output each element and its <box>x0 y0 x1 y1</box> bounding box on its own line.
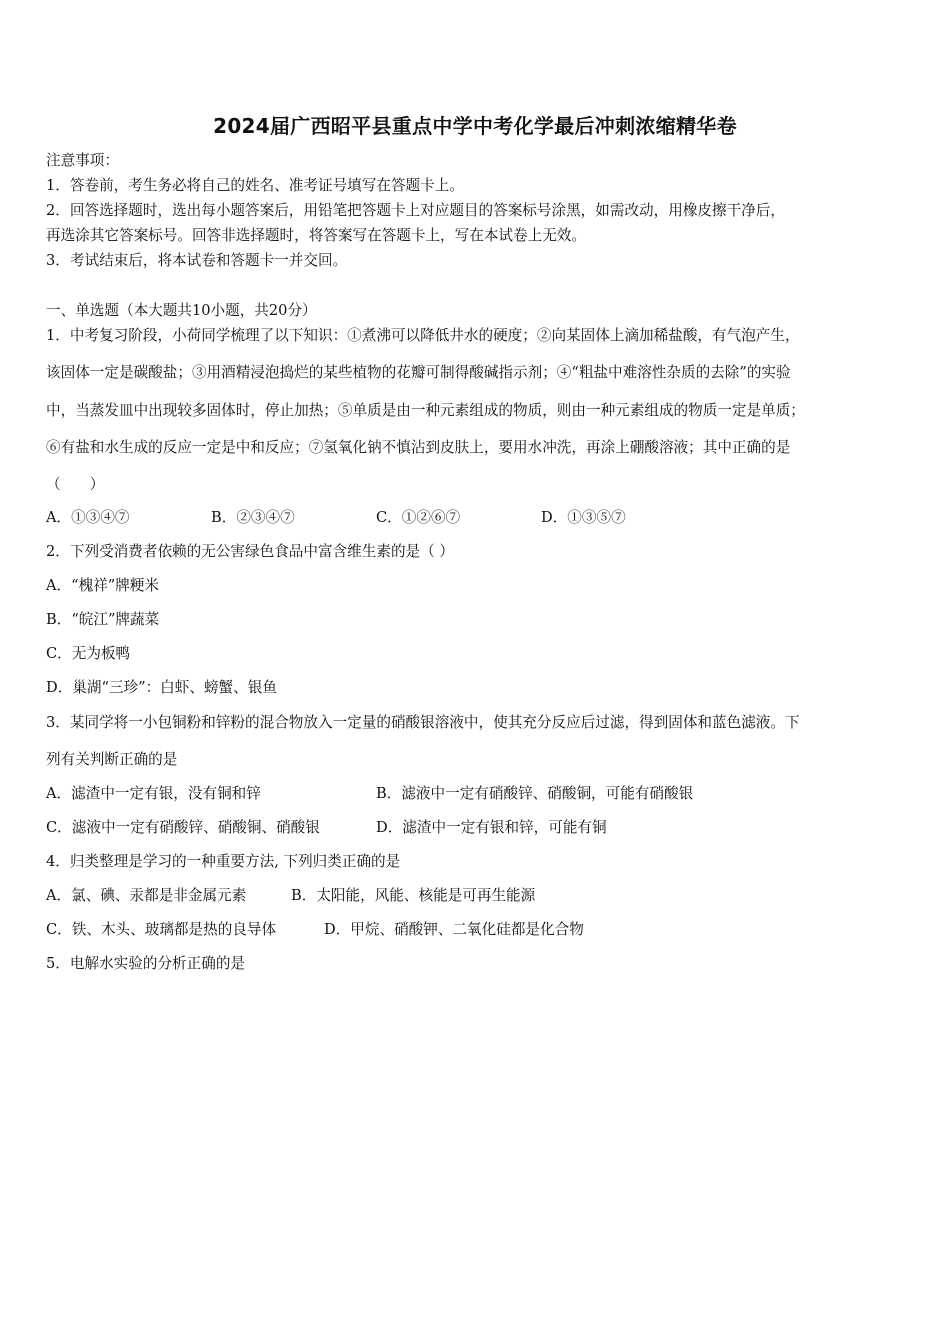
q1-option-a[interactable]: A．①③④⑦ <box>46 509 130 526</box>
q1-option-b[interactable]: B．②③④⑦ <box>211 509 295 526</box>
notice-item-2-cont: 再选涂其它答案标号。回答非选择题时，将答案写在答题卡上，写在本试卷上无效。 <box>46 227 586 244</box>
q4-option-b[interactable]: B．太阳能，风能、核能是可再生能源 <box>291 887 536 904</box>
q1-stem-line-5: （ ） <box>46 476 105 493</box>
q4-option-a[interactable]: A．氯、碘、汞都是非金属元素 <box>46 887 247 904</box>
q1-stem-line-4: ⑥有盐和水生成的反应一定是中和反应；⑦氢氧化钠不慎沾到皮肤上，要用水冲洗，再涂上硼酸溶液；其中正确的是 <box>46 439 791 456</box>
q2-option-c[interactable]: C．无为板鸭 <box>46 645 131 662</box>
notice-heading: 注意事项： <box>46 152 119 169</box>
q4-option-d[interactable]: D．甲烷、硝酸钾、二氧化硅都是化合物 <box>324 921 584 938</box>
q3-stem-line-2: 列有关判断正确的是 <box>46 751 178 768</box>
q1-option-c[interactable]: C．①②⑥⑦ <box>376 509 461 526</box>
notice-item-3: 3．考试结束后，将本试卷和答题卡一并交回。 <box>46 252 348 269</box>
q1-stem-line-1: 1．中考复习阶段，小荷同学梳理了以下知识：①煮沸可以降低井水的硬度；②向某固体上滴加稀盐酸，有气泡产生， <box>46 327 800 344</box>
section-heading: 一、单选题（本大题共10小题，共20分） <box>46 302 317 319</box>
q1-stem-line-3: 中，当蒸发皿中出现较多固体时，停止加热；⑤单质是由一种元素组成的物质，则由一种元素组成的物质一定是单质； <box>46 402 805 419</box>
q1-stem-line-2: 该固体一定是碳酸盐；③用酒精浸泡捣烂的某些植物的花瓣可制得酸碱指示剂；④“粗盐中难溶性杂质的去除”的实验 <box>46 364 791 381</box>
exam-title: 2024届广西昭平县重点中学中考化学最后冲刺浓缩精华卷 <box>213 114 737 138</box>
q4-stem: 4．归类整理是学习的一种重要方法, 下列归类正确的是 <box>46 853 401 870</box>
q3-option-a[interactable]: A．滤渣中一定有银，没有铜和锌 <box>46 785 261 802</box>
q3-option-b[interactable]: B．滤液中一定有硝酸锌、硝酸铜，可能有硝酸银 <box>376 785 694 802</box>
notice-item-1: 1．答卷前，考生务必将自己的姓名、准考证号填写在答题卡上。 <box>46 177 464 194</box>
notice-item-2: 2．回答选择题时，选出每小题答案后，用铅笔把答题卡上对应题目的答案标号涂黑，如需改动，用橡皮擦干净后， <box>46 202 785 219</box>
q2-option-d[interactable]: D．巢湖“三珍”：白虾、螃蟹、银鱼 <box>46 679 277 696</box>
q3-stem-line-1: 3．某同学将一小包铜粉和锌粉的混合物放入一定量的硝酸银溶液中，使其充分反应后过滤，得到固体和蓝色滤液。下 <box>46 714 800 731</box>
q1-option-d[interactable]: D．①③⑤⑦ <box>541 509 626 526</box>
q3-option-c[interactable]: C．滤液中一定有硝酸锌、硝酸铜、硝酸银 <box>46 819 320 836</box>
q2-option-b[interactable]: B．“皖江”牌蔬菜 <box>46 611 160 628</box>
q5-stem: 5．电解水实验的分析正确的是 <box>46 955 246 972</box>
q4-option-c[interactable]: C．铁、木头、玻璃都是热的良导体 <box>46 921 277 938</box>
q2-stem: 2．下列受消费者依赖的无公害绿色食品中富含维生素的是（ ） <box>46 543 454 560</box>
q2-option-a[interactable]: A．“槐祥”牌粳米 <box>46 577 160 594</box>
q3-option-d[interactable]: D．滤渣中一定有银和锌，可能有铜 <box>376 819 607 836</box>
